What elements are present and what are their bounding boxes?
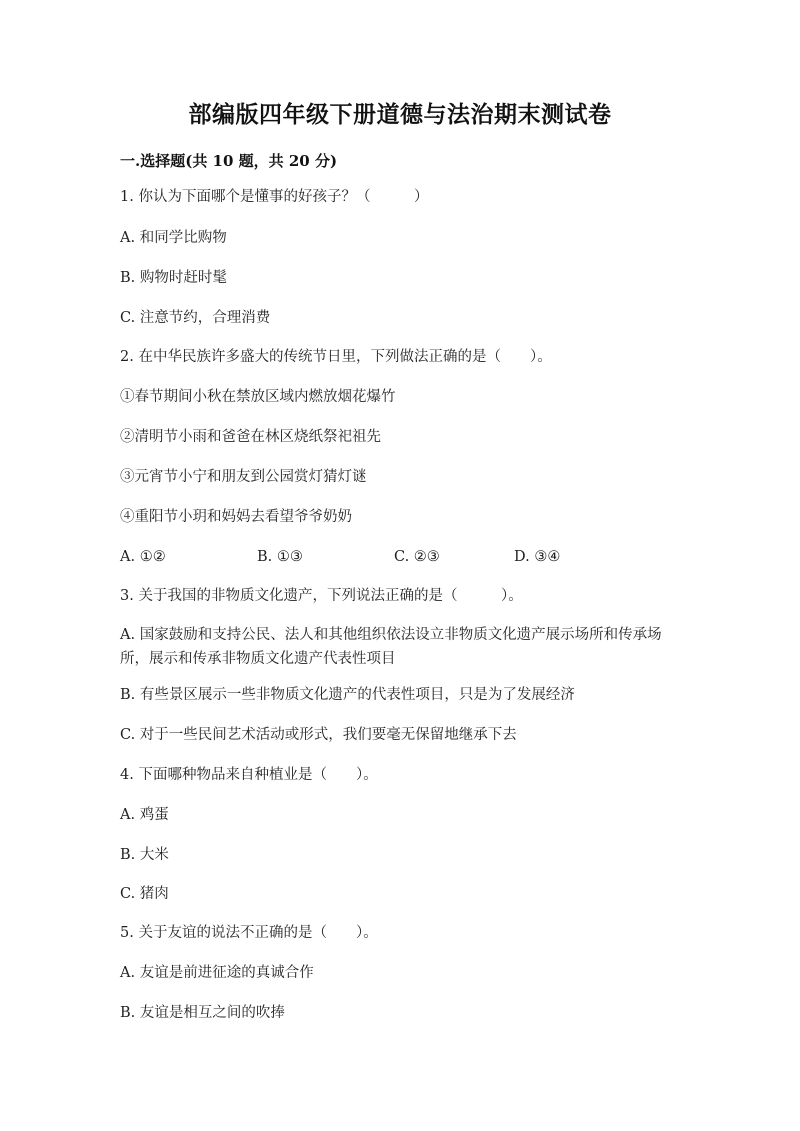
question-4-stem: 4. 下面哪种物品来自种植业是（ ）。: [120, 767, 378, 783]
question-3-option-b: B. 有些景区展示一些非物质文化遗产的代表性项目，只是为了发展经济: [120, 687, 575, 703]
question-3-stem: 3. 关于我国的非物质文化遗产，下列说法正确的是（ ）。: [120, 588, 523, 604]
question-1-option-b: B. 购物时赶时髦: [120, 270, 227, 286]
question-4-option-a: A. 鸡蛋: [120, 807, 169, 823]
question-4-option-c: C. 猪肉: [120, 886, 169, 902]
question-1-stem: 1. 你认为下面哪个是懂事的好孩子？（ ）: [120, 189, 429, 205]
question-2-statement-3: ③元宵节小宁和朋友到公园赏灯猜灯谜: [120, 469, 367, 485]
question-2-stem: 2. 在中华民族许多盛大的传统节日里，下列做法正确的是（ ）。: [120, 349, 552, 365]
question-2-options: [120, 545, 690, 569]
question-2-option-b: B. ①③: [257, 549, 303, 565]
question-2-statement-1: ①春节期间小秋在禁放区域内燃放烟花爆竹: [120, 389, 396, 405]
question-2-statement-4: ④重阳节小玥和妈妈去看望爷爷奶奶: [120, 509, 352, 525]
section-heading: 一.选择题(共 10 题，共 20 分): [120, 152, 338, 170]
question-2-statement-2: ②清明节小雨和爸爸在林区烧纸祭祀祖先: [120, 429, 381, 445]
question-2-option-c: C. ②③: [394, 549, 440, 565]
question-3-option-a: A. 国家鼓励和支持公民、法人和其他组织依法设立非物质文化遗产展示场所和传承场所，展示和传承非物质文化遗产代表性项目: [120, 627, 662, 667]
question-2-option-a: A. ①②: [120, 549, 166, 565]
page-title: 部编版四年级下册道德与法治期末测试卷: [188, 101, 612, 128]
question-2-option-d: D. ③④: [514, 549, 561, 565]
question-5-option-b: B. 友谊是相互之间的吹捧: [120, 1005, 285, 1021]
question-4-option-b: B. 大米: [120, 847, 169, 863]
question-5-stem: 5. 关于友谊的说法不正确的是（ ）。: [120, 925, 378, 941]
question-5-option-a: A. 友谊是前进征途的真诚合作: [120, 965, 314, 981]
question-3-option-c: C. 对于一些民间艺术活动或形式，我们要毫无保留地继承下去: [120, 727, 517, 743]
question-1-option-c: C. 注意节约，合理消费: [120, 310, 271, 326]
question-1-option-a: A. 和同学比购物: [120, 230, 227, 246]
